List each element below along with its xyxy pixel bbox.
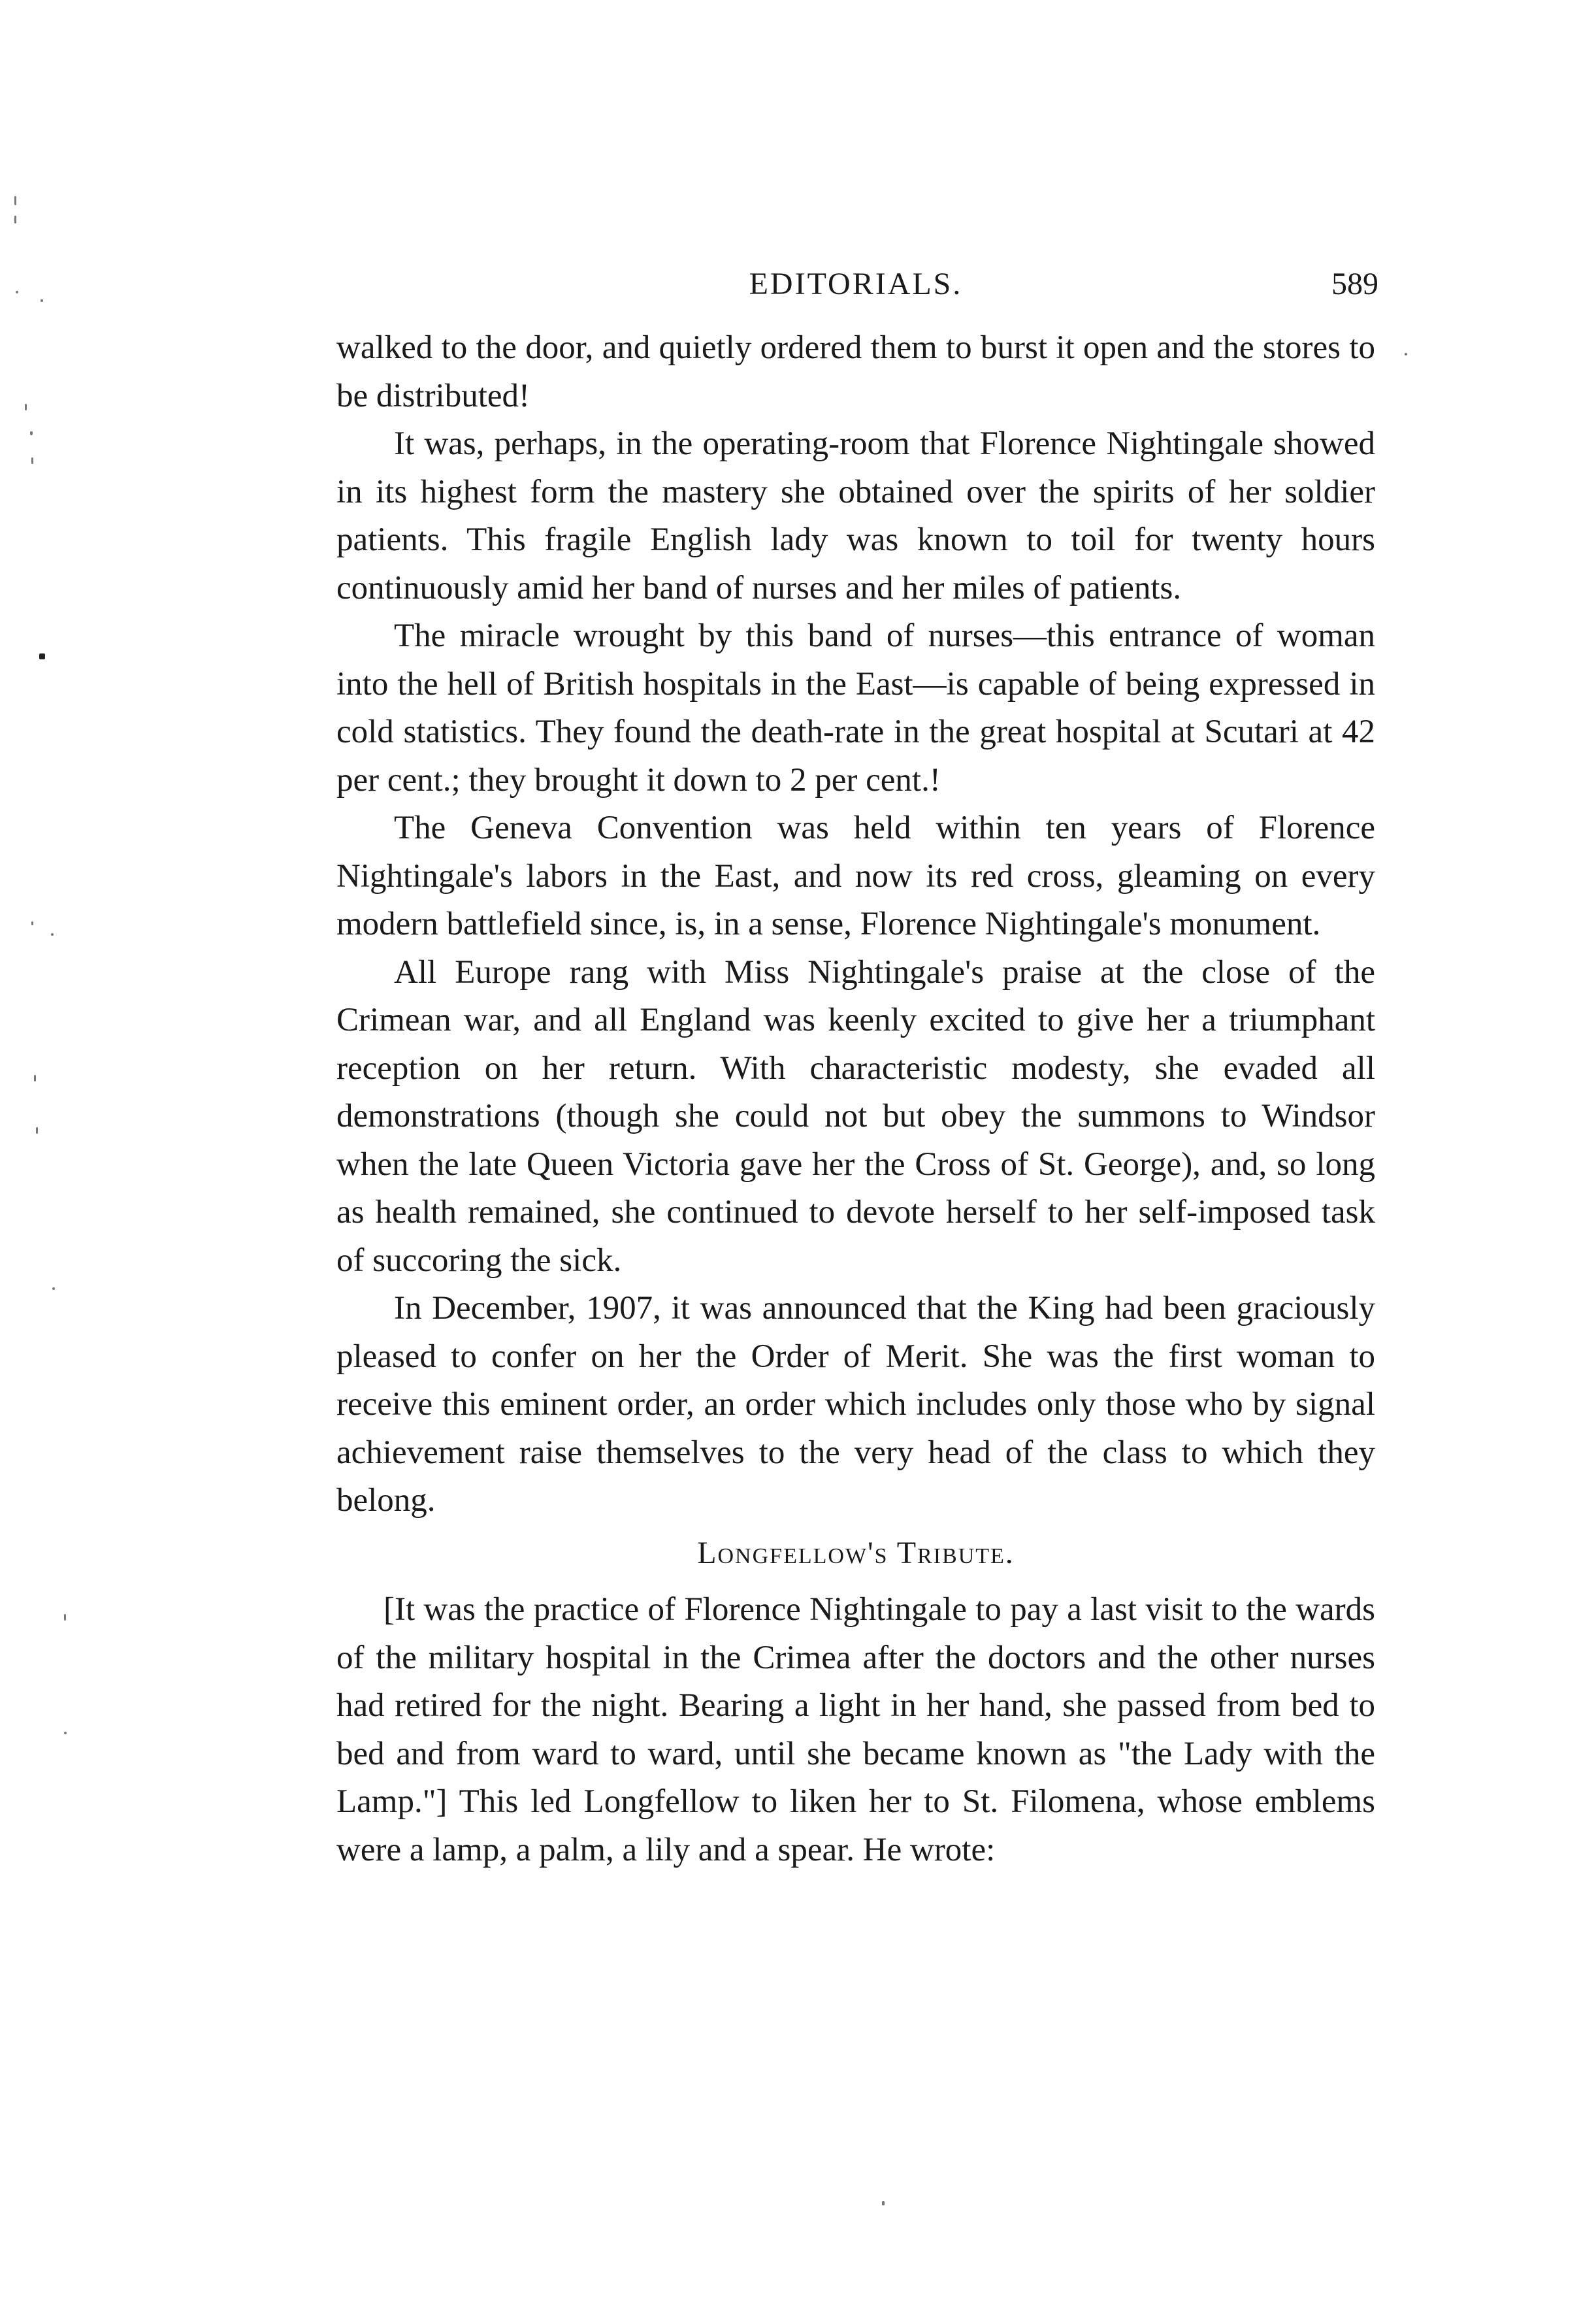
scan-speck xyxy=(25,404,27,410)
scan-speck xyxy=(64,1732,67,1734)
scan-speck xyxy=(14,196,16,205)
scan-speck xyxy=(16,291,18,293)
running-title: EDITORIALS. xyxy=(749,267,963,301)
paragraph-operating-room: It was, perhaps, in the operating-room that Florence Nightingale showed in its highest form the mastery she obtained over the spirits of her soldier patients. This fragile English lady was known to toil for twenty hours continuously amid her band of nurses and her miles of patients. xyxy=(336,425,1375,606)
scan-speck xyxy=(52,1287,55,1290)
scan-speck xyxy=(34,1075,36,1081)
paragraph-continuation: walked to the door, and quietly ordered them to burst it open and the stores to be distributed! xyxy=(336,329,1375,414)
scan-speck xyxy=(64,1614,66,1621)
paragraph-order-of-merit: In December, 1907, it was announced that the King had been graciously pleased to confer on her the Order of Merit. She was the first woman to receive this eminent order, an order which includes only those who by signal achievement raise themselves to the very head of the class to which they belong. xyxy=(336,1290,1375,1519)
scan-speck xyxy=(31,921,33,925)
section-heading: Longfellow's Tribute. xyxy=(697,1535,1015,1570)
body-text xyxy=(336,324,1375,1874)
paragraph-europe-praise: All Europe rang with Miss Nightingale's praise at the close of the Crimean war, and all England was keenly excited to give her a triumphant reception on her return. With characteristic modesty, she evaded all demonstrations (though she could not but obey the summons to Windsor when the late Queen Victoria gave her the Cross of St. George), and, so long as health remained, she continued to devote herself to her self-imposed task of succoring the sick. xyxy=(336,953,1375,1279)
scan-speck xyxy=(39,653,45,659)
paragraph-geneva-convention: The Geneva Convention was held within ten years of Florence Nightingale's labors in the East, and now its red cross, gleaming on every modern battlefield since, is, in a sense, Florence Nightingale's monument. xyxy=(336,810,1375,942)
scan-speck xyxy=(14,216,16,223)
scan-speck xyxy=(882,2201,885,2205)
page-number: 589 xyxy=(1331,267,1378,301)
scan-speck xyxy=(41,299,43,302)
paragraph-longfellow-tribute: [It was the practice of Florence Nightingale to pay a last visit to the wards of the military hospital in the Crimea after the doctors and the other nurses had retired for the night. Bearing a light in her hand, she passed from bed to bed and from ward to ward, until she became known as "the Lady with the Lamp."] This led Longfellow to liken her to St. Filomena, whose emblems were a lamp, a palm, a lily and a spear. He wrote: xyxy=(336,1591,1375,1868)
scan-speck xyxy=(1405,353,1407,355)
scan-margin-specks xyxy=(0,0,78,2310)
book-page xyxy=(336,261,1378,1874)
scan-speck xyxy=(30,431,33,435)
running-head xyxy=(336,261,1378,307)
scan-speck xyxy=(51,933,54,936)
scan-speck xyxy=(31,457,33,464)
paragraph-miracle-statistics: The miracle wrought by this band of nurses—this entrance of woman into the hell of British hospitals in the East—is capable of being expressed in cold statistics. They found the death-rate in the great hospital at Scutari at 42 per cent.; they brought it down to 2 per cent.! xyxy=(336,618,1375,799)
scan-speck xyxy=(36,1127,38,1134)
